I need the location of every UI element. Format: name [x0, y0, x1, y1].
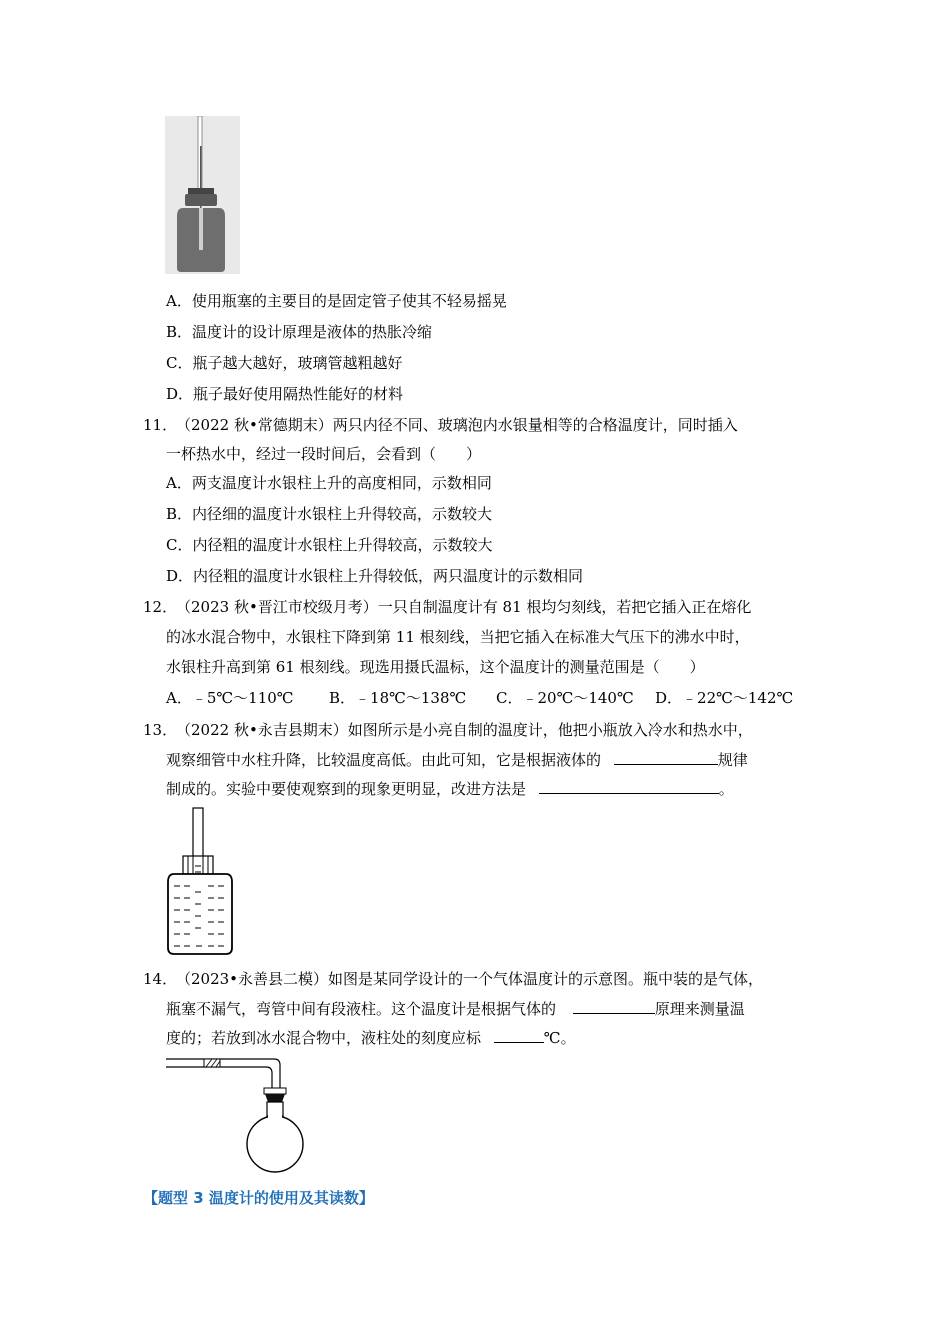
q11-option-d: D．内径粗的温度计水银柱上升得较低，两只温度计的示数相同	[166, 567, 584, 585]
q13-number: 13．	[143, 721, 178, 739]
liquid-thermometer-figure	[166, 806, 238, 958]
q12-option-a: A．﹣5℃～110℃	[166, 689, 294, 707]
q14-stem-line2-end: 原理来测量温	[654, 1000, 745, 1018]
q11-option-b: B．内径细的温度计水银柱上升得较高，示数较大	[166, 505, 493, 523]
bottle-thermometer-figure	[165, 116, 240, 274]
q12-stem-line3: 水银柱升高到第 61 根刻线。现选用摄氏温标，这个温度计的测量范围是（ ）	[166, 658, 705, 676]
q12-option-d: D．﹣22℃～142℃	[655, 689, 794, 707]
q12-option-c: C．﹣20℃～140℃	[496, 689, 634, 707]
q14-stem-line3-end: ℃。	[543, 1029, 576, 1047]
q14-stem-line3-text: 度的；若放到冰水混合物中，液柱处的刻度应标	[166, 1029, 482, 1047]
q12-option-b: B．﹣18℃～138℃	[329, 689, 467, 707]
q13-stem-line3-end: 。	[718, 780, 734, 798]
q13-stem-line2	[166, 750, 748, 770]
q14-stem-line3	[166, 1028, 576, 1048]
q13-stem-line3-text: 制成的。实验中要使观察到的现象更明显，改进方法是	[166, 780, 527, 798]
q10-option-b: B．温度计的设计原理是液体的热胀冷缩	[166, 323, 433, 341]
q14-stem-line2	[166, 999, 745, 1019]
q13-answer-blank-1[interactable]	[614, 750, 718, 765]
q11-stem-line1: （2022 秋•常德期末）两只内径不同、玻璃泡内水银量相等的合格温度计，同时插入	[176, 416, 738, 434]
q10-option-d: D．瓶子最好使用隔热性能好的材料	[166, 385, 404, 403]
q12-number: 12．	[143, 598, 178, 616]
q13-stem-line1: （2022 秋•永吉县期末）如图所示是小亮自制的温度计，他把小瓶放入冷水和热水中，	[176, 721, 753, 739]
q10-option-c: C．瓶子越大越好，玻璃管越粗越好	[166, 354, 403, 372]
q12-stem-line1: （2023 秋•晋江市校级月考）一只自制温度计有 81 根均匀刻线，若把它插入正在熔化	[176, 598, 752, 616]
q11-number: 11．	[143, 416, 178, 434]
q11-stem-line2: 一杯热水中，经过一段时间后，会看到（ ）	[166, 445, 482, 463]
q13-stem-line2-end: 规律	[717, 751, 748, 769]
q14-answer-blank-1[interactable]	[573, 999, 655, 1014]
gas-thermometer-figure	[166, 1056, 306, 1176]
q13-stem-line3	[166, 779, 734, 799]
q13-stem-line2-text: 观察细管中水柱升降，比较温度高低。由此可知，它是根据液体的	[166, 751, 602, 769]
q14-answer-blank-2[interactable]	[494, 1028, 544, 1043]
q11-option-c: C．内径粗的温度计水银柱上升得较高，示数较大	[166, 536, 493, 554]
q14-stem-line2-text: 瓶塞不漏气，弯管中间有段液柱。这个温度计是根据气体的	[166, 1000, 557, 1018]
q10-option-a: A．使用瓶塞的主要目的是固定管子使其不轻易摇晃	[166, 292, 507, 310]
q13-answer-blank-2[interactable]	[539, 779, 719, 794]
section-title: 【题型 3 温度计的使用及其读数】	[143, 1189, 374, 1207]
q12-stem-line2: 的冰水混合物中，水银柱下降到第 11 根刻线，当把它插入在标准大气压下的沸水中时，	[166, 628, 750, 646]
q14-stem-line1: （2023•永善县二模）如图是某同学设计的一个气体温度计的示意图。瓶中装的是气体，	[176, 970, 764, 988]
q11-option-a: A．两支温度计水银柱上升的高度相同，示数相同	[166, 474, 492, 492]
q14-number: 14．	[143, 970, 178, 988]
